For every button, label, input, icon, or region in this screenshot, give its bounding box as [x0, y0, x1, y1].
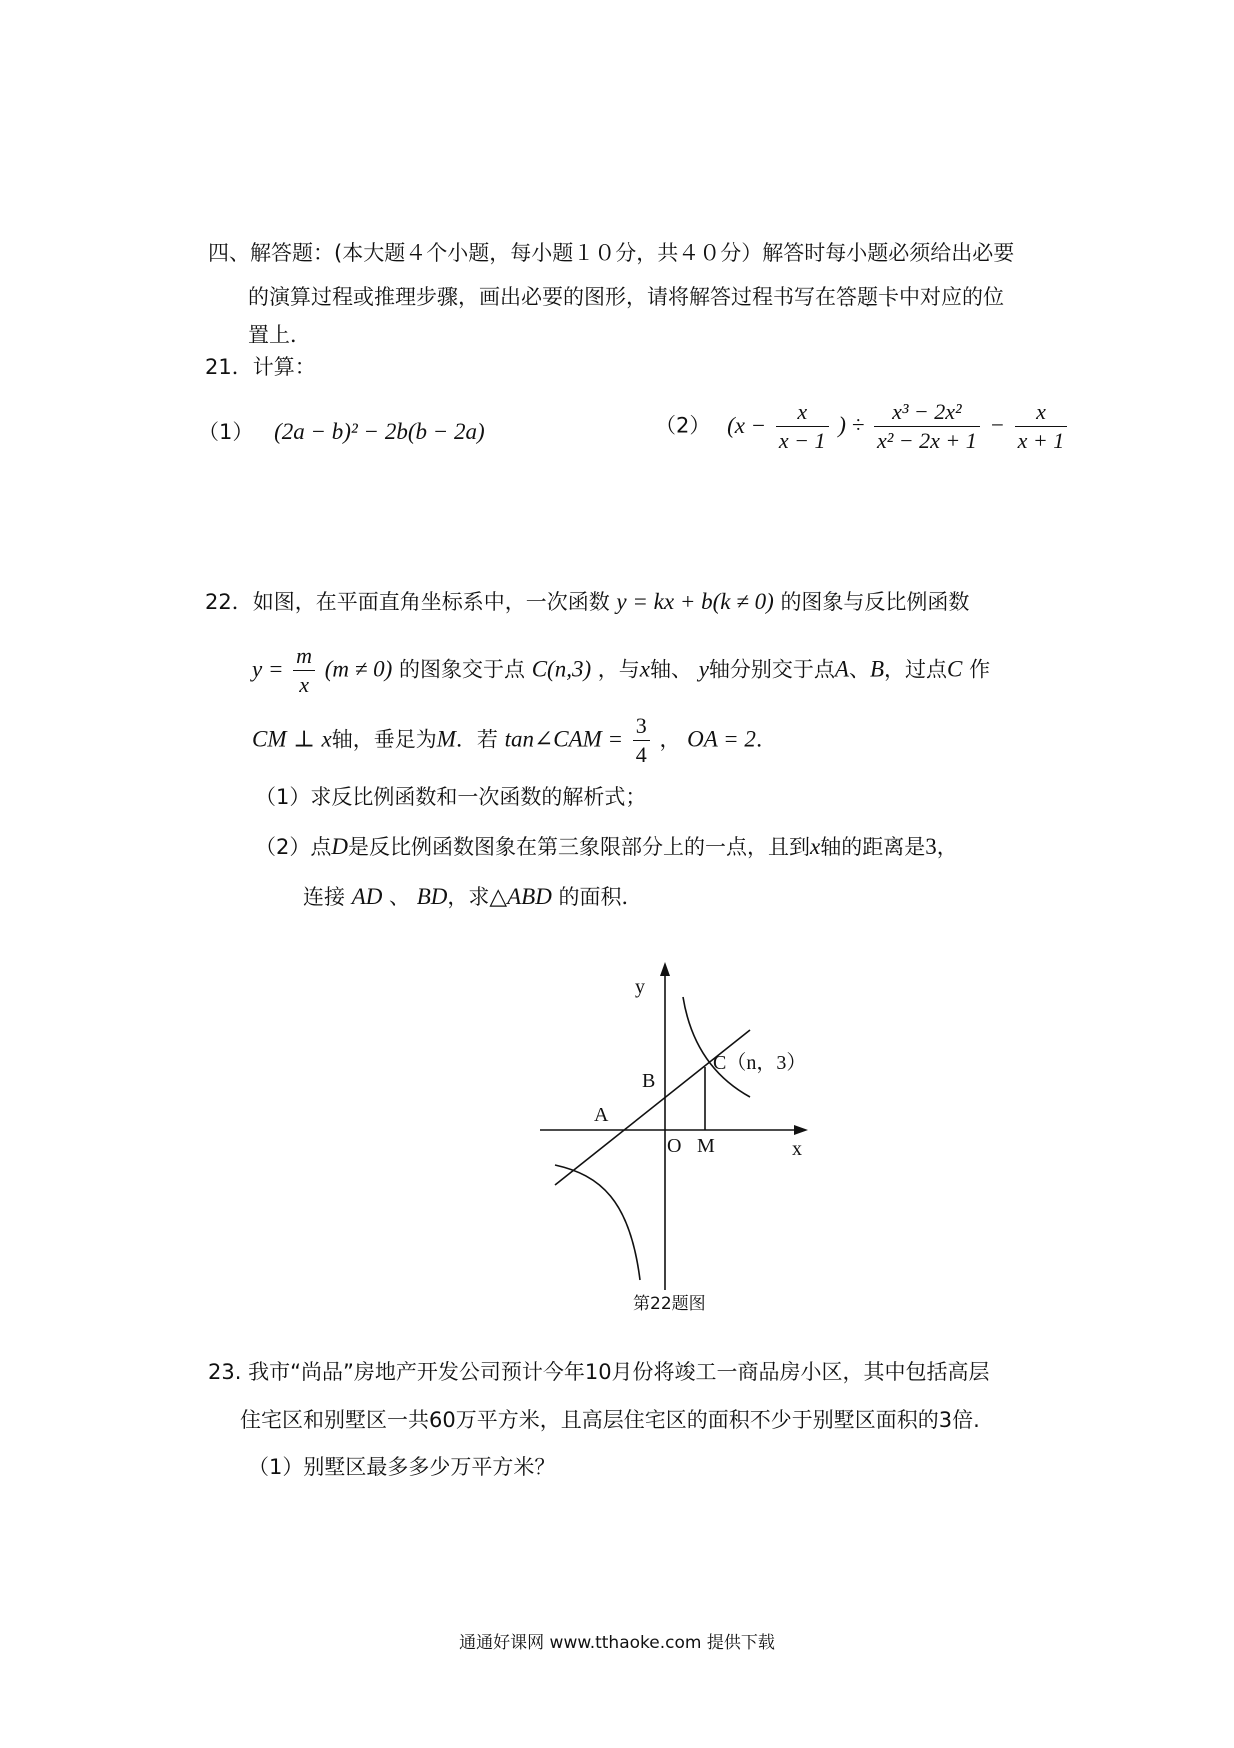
math-triangle-abd: △ABD	[489, 884, 552, 909]
label-o: O	[667, 1135, 682, 1157]
y-axis-arrow	[660, 962, 670, 976]
question-22-part1: （1）求反比例函数和一次函数的解析式；	[255, 785, 647, 809]
label-m: M	[697, 1135, 715, 1157]
math-x: x	[810, 834, 821, 859]
fraction-numerator: x	[1015, 398, 1068, 427]
fraction-3	[1015, 398, 1068, 455]
question-22-part2-cont	[303, 880, 643, 914]
fraction-1	[776, 398, 829, 455]
text: ，	[659, 727, 681, 752]
math-open: (x −	[727, 412, 767, 438]
text: 、	[848, 657, 870, 682]
part-label: （2）	[655, 413, 711, 438]
math-ad: AD	[351, 884, 383, 909]
emphasized-text	[836, 285, 899, 309]
text: 的面积．	[558, 885, 643, 909]
question-21-heading: 21．计算：	[205, 355, 316, 379]
math-y: y =	[252, 656, 284, 682]
math-condition: (m ≠ 0)	[324, 656, 393, 682]
text: ，过点	[884, 657, 948, 682]
text: 的图象交于点	[399, 657, 525, 682]
perpendicular-symbol: ⊥	[293, 726, 315, 752]
section-heading-line3: 置上．	[248, 323, 311, 347]
text: 是反比例函数图象在第三象限部分上的一点，且到	[348, 835, 810, 859]
label-a: A	[594, 1104, 609, 1126]
question-23-line1: 23. 我市“尚品”房地产开发公司预计今年10月份将竣工一商品房小区，其中包括高层	[208, 1360, 990, 1384]
footer: 通通好课网 www.tthaoke.com 提供下载	[459, 1633, 775, 1653]
math-m: M	[436, 726, 456, 752]
emphasis-char: 答	[836, 285, 857, 309]
math-tan: tan∠CAM =	[504, 726, 624, 752]
text: ，求	[447, 885, 490, 909]
section-heading-line2	[248, 280, 1004, 314]
question-22-line1	[205, 585, 969, 619]
math-three: 3	[925, 834, 937, 859]
question-21-part2	[655, 398, 1070, 455]
fraction-2	[874, 398, 980, 455]
fraction-denominator: x	[299, 672, 309, 697]
math-minus: −	[989, 412, 1005, 438]
fraction-denominator: x² − 2x + 1	[876, 428, 977, 453]
math-x: x	[639, 656, 651, 682]
text: 轴的距离是	[820, 835, 926, 859]
math-x: x	[321, 726, 332, 752]
question-23-part1: （1）别墅区最多多少万平方米？	[248, 1455, 556, 1479]
label-c: C（n，3）	[713, 1052, 807, 1074]
y-axis-label: y	[635, 976, 645, 998]
fraction-denominator: x + 1	[1017, 428, 1065, 453]
text: 作	[969, 657, 991, 682]
math-oa: OA = 2	[687, 726, 756, 752]
math-b: B	[869, 656, 885, 682]
fraction-numerator: x³ − 2x²	[874, 398, 980, 427]
question-22-part2	[255, 830, 958, 864]
fraction-numerator: x	[776, 398, 829, 427]
section-heading-text: 的演算过程或推理步骤，画出必要的图形，请将解答过程书写在	[248, 285, 836, 309]
math-a: A	[834, 656, 849, 682]
fraction-denominator: x − 1	[778, 428, 826, 453]
text: 22．如图，在平面直角坐标系中，一次函数	[205, 590, 610, 614]
text: 轴、	[650, 657, 693, 682]
text: 、	[389, 885, 411, 909]
hyperbola-branch-first-quadrant	[683, 997, 750, 1097]
question-21-part1	[198, 415, 485, 449]
text: ，与	[597, 657, 640, 682]
text: 轴，垂足为	[331, 727, 437, 752]
part-label: （1）	[198, 420, 254, 444]
fraction-denominator: 4	[635, 742, 647, 767]
x-axis-arrow	[794, 1125, 808, 1135]
math-cm: CM	[252, 726, 287, 752]
fraction-m-over-x	[293, 642, 315, 699]
text: 的图象与反比例函数	[780, 590, 970, 614]
text: ．	[755, 727, 777, 752]
math-divide: ) ÷	[838, 412, 865, 438]
question-22-line3	[252, 712, 777, 769]
emphasis-char: 题	[857, 285, 878, 309]
section-heading-line1: 四、解答题：(本大题４个小题，每小题１０分，共４０分）解答时每小题必须给出必要	[208, 241, 1015, 265]
label-b: B	[642, 1070, 656, 1092]
figure-caption: 第22题图	[633, 1294, 706, 1314]
math-c: C	[947, 656, 963, 682]
text: ．若	[455, 727, 498, 752]
text: 连接	[303, 885, 345, 909]
text: 轴分别交于点	[708, 657, 835, 682]
emphasized-answer-card	[836, 285, 899, 309]
fraction-numerator: m	[293, 642, 315, 671]
math-y: y	[698, 656, 709, 682]
section-heading-text: 中对应的位	[899, 285, 1004, 309]
question-23-line2: 住宅区和别墅区一共60万平方米，且高层住宅区的面积不少于别墅区面积的3倍.	[240, 1408, 980, 1432]
text: （2）点	[255, 835, 332, 859]
math-point-c: C(n,3)	[531, 656, 592, 682]
x-axis-label: x	[792, 1138, 802, 1160]
math-expression: (2a − b)² − 2b(b − 2a)	[274, 419, 485, 444]
math-bd: BD	[416, 884, 448, 909]
fraction-numerator: 3	[633, 712, 650, 741]
math-d: D	[331, 834, 348, 859]
text: ，	[936, 835, 958, 859]
hyperbola-branch-third-quadrant	[555, 1165, 640, 1280]
fraction-three-quarters	[633, 712, 650, 769]
math-linear-function: y = kx + b(k ≠ 0)	[616, 589, 774, 614]
question-22-figure	[530, 955, 820, 1315]
emphasis-char: 卡	[878, 285, 899, 309]
question-22-line2	[252, 642, 990, 699]
